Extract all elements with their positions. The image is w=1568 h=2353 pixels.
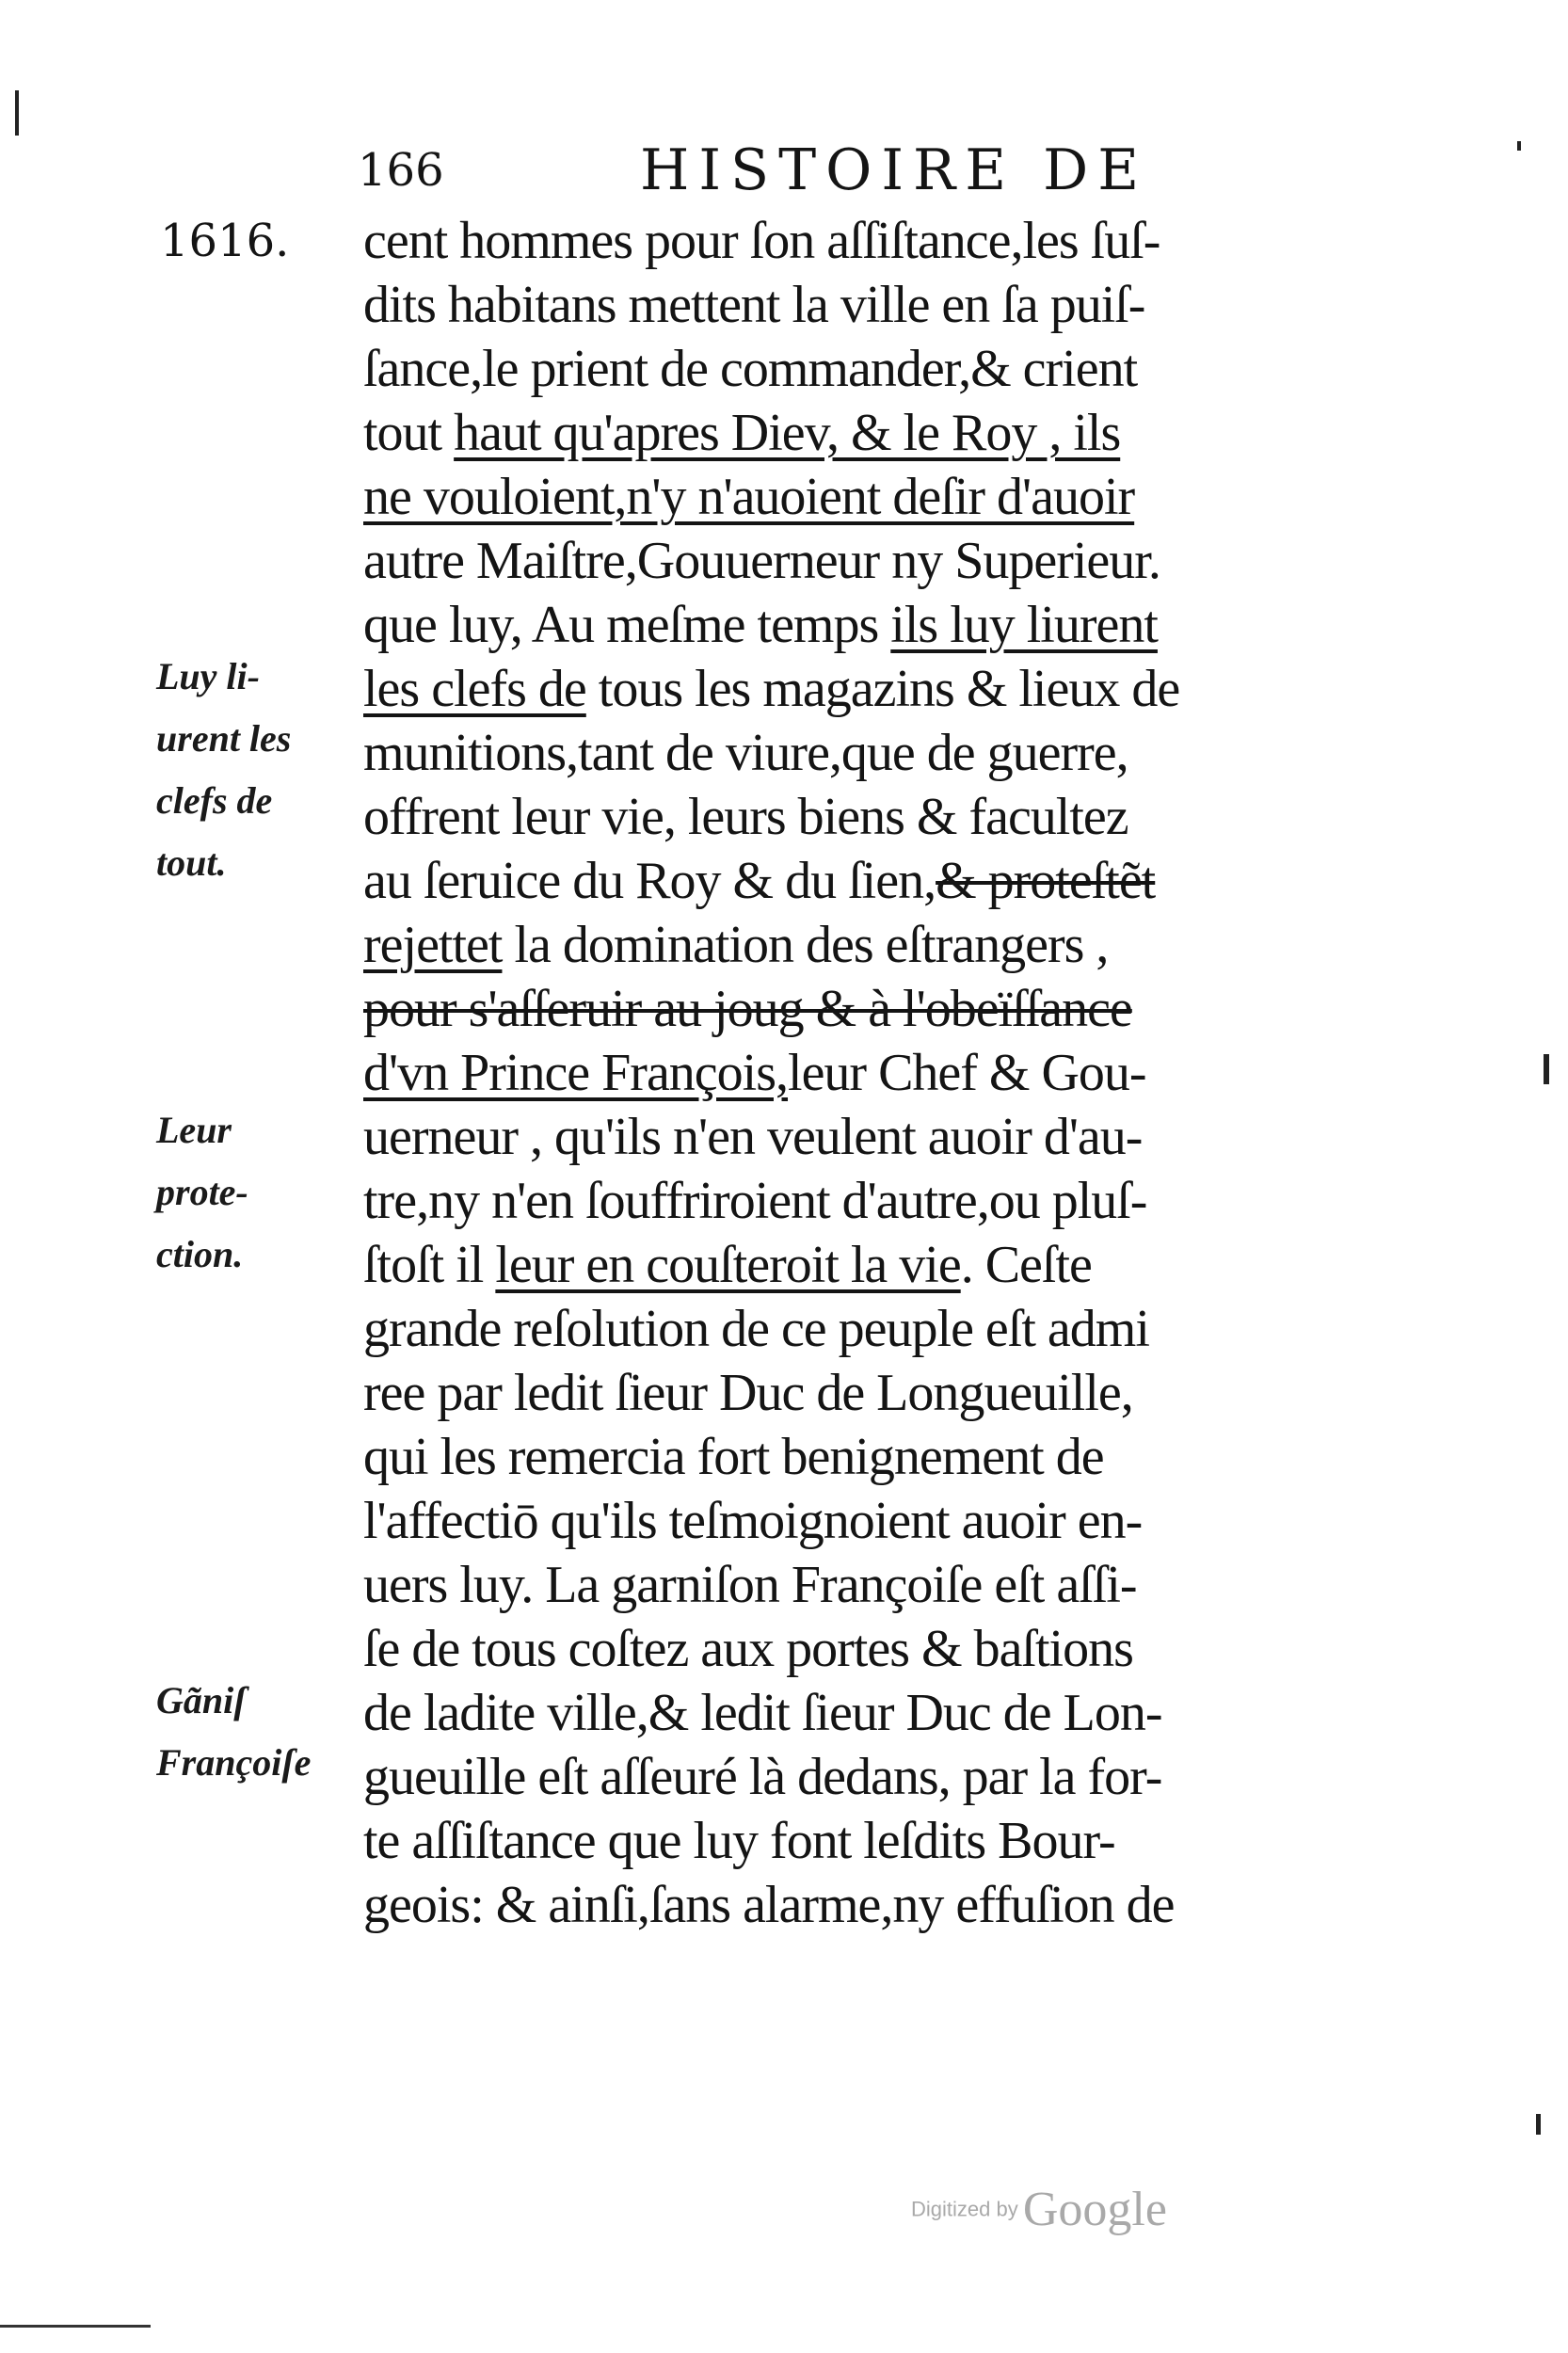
text-line [363, 721, 1417, 785]
line-text: te aſſiſtance que luy font leſdits Bour- [363, 1812, 1115, 1870]
line-text: l'affectiō qu'ils teſmoignoient auoir en- [363, 1492, 1143, 1550]
text-line [363, 529, 1417, 593]
text-line [363, 1553, 1417, 1617]
line-text: leur Chef & Gou- [788, 1044, 1146, 1102]
scan-edge-rule [0, 2325, 151, 2328]
text-line [363, 1297, 1417, 1361]
scan-speck [1544, 1054, 1549, 1084]
digitized-by-label: Digitized by [911, 2197, 1018, 2221]
underlined-text: les clefs de [363, 660, 586, 718]
text-line [363, 1617, 1417, 1681]
scan-speck [15, 90, 19, 136]
line-text: la domination des eſtrangers , [502, 916, 1109, 974]
line-text: ſtoſt il [363, 1236, 496, 1294]
text-line [363, 593, 1417, 657]
year-marginal: 1616. [160, 215, 290, 267]
underlined-text: ne vouloient,n'y n'auoient deſir d'auoir [363, 468, 1135, 526]
underlined-text: haut qu'apres Diev, & le Roy , ils [454, 404, 1121, 462]
line-text: ſance,le prient de commander,& crient [363, 340, 1138, 398]
line-text: cent hommes pour ſon aſſiſtance,les ſuſ- [363, 212, 1160, 270]
running-title: HISTOIRE DE [640, 137, 1148, 203]
text-line [363, 849, 1417, 913]
text-line [363, 1169, 1417, 1233]
text-line [363, 209, 1417, 273]
text-line [363, 273, 1417, 337]
text-line [363, 1105, 1417, 1169]
margin-note-clefs: Luy li- urent les clefs de tout. [156, 655, 292, 884]
struck-text: pour s'aſſeruir au joug & à l'obeïſſance [363, 980, 1132, 1038]
text-line [363, 1233, 1417, 1297]
google-logo-text: Google [1022, 2183, 1167, 2236]
page-header [358, 137, 1242, 203]
line-text: tre,ny n'en ſouffriroient d'autre,ou pluſ- [363, 1172, 1147, 1230]
text-line [363, 1809, 1417, 1873]
body-text [363, 209, 1417, 1937]
line-text: autre Maiſtre,Gouuerneur ny Superieur. [363, 532, 1160, 590]
underlined-text: leur en couſteroit la vie [495, 1236, 961, 1294]
line-text: de ladite ville,& ledit ſieur Duc de Lon- [363, 1684, 1162, 1742]
text-line [363, 785, 1417, 849]
page-number: 166 [358, 144, 444, 197]
text-line [363, 401, 1417, 465]
margin-note-protection: Leur prote- ction. [156, 1109, 248, 1275]
line-text: que luy, Au meſme temps [363, 596, 891, 654]
text-line [363, 337, 1417, 401]
line-text: dits habitans mettent la ville en ſa puiſ- [363, 276, 1145, 334]
line-text: uerneur , qu'ils n'en veulent auoir d'au- [363, 1108, 1143, 1166]
underlined-text: rejettet [363, 916, 503, 974]
text-line [363, 1681, 1417, 1745]
text-line [363, 977, 1417, 1041]
line-text: ree par ledit ſieur Duc de Longueuille, [363, 1364, 1133, 1422]
line-text: gueuille eſt aſſeuré là dedans, par la for- [363, 1748, 1162, 1806]
scan-speck [1536, 2114, 1541, 2135]
line-text: offrent leur vie, leurs biens & facultez [363, 788, 1128, 846]
line-text: munitions,tant de viure,que de guerre, [363, 724, 1128, 782]
scan-speck [1517, 141, 1521, 151]
line-text: tous les magazins & lieux de [585, 660, 1180, 718]
margin-note-garnison: Gãniſ Françoiſe [156, 1679, 312, 1784]
struck-text: & proteſtẽt [936, 852, 1156, 910]
text-line [363, 465, 1417, 529]
text-line [363, 913, 1417, 977]
line-text: . Ceſte [960, 1236, 1092, 1294]
underlined-text: ils luy liurent [890, 596, 1158, 654]
line-text: au ſeruice du Roy & du ſien, [363, 852, 936, 910]
text-line [363, 1489, 1417, 1553]
underlined-text: d'vn Prince François, [363, 1044, 789, 1102]
text-line [363, 1361, 1417, 1425]
line-text: ſe de tous coſtez aux portes & baſtions [363, 1620, 1133, 1678]
line-text: qui les remercia fort benignement de [363, 1428, 1104, 1486]
line-text: uers luy. La garniſon Françoiſe eſt aſſi- [363, 1556, 1137, 1614]
digitized-by-watermark [911, 2182, 1167, 2237]
text-line [363, 1745, 1417, 1809]
text-line [363, 657, 1417, 721]
line-text: geois: & ainſi,ſans alarme,ny effuſion de [363, 1876, 1175, 1934]
text-line [363, 1041, 1417, 1105]
line-text: grande reſolution de ce peuple eſt admi [363, 1300, 1149, 1358]
text-line [363, 1425, 1417, 1489]
line-text: tout [363, 404, 455, 462]
text-line [363, 1873, 1417, 1937]
